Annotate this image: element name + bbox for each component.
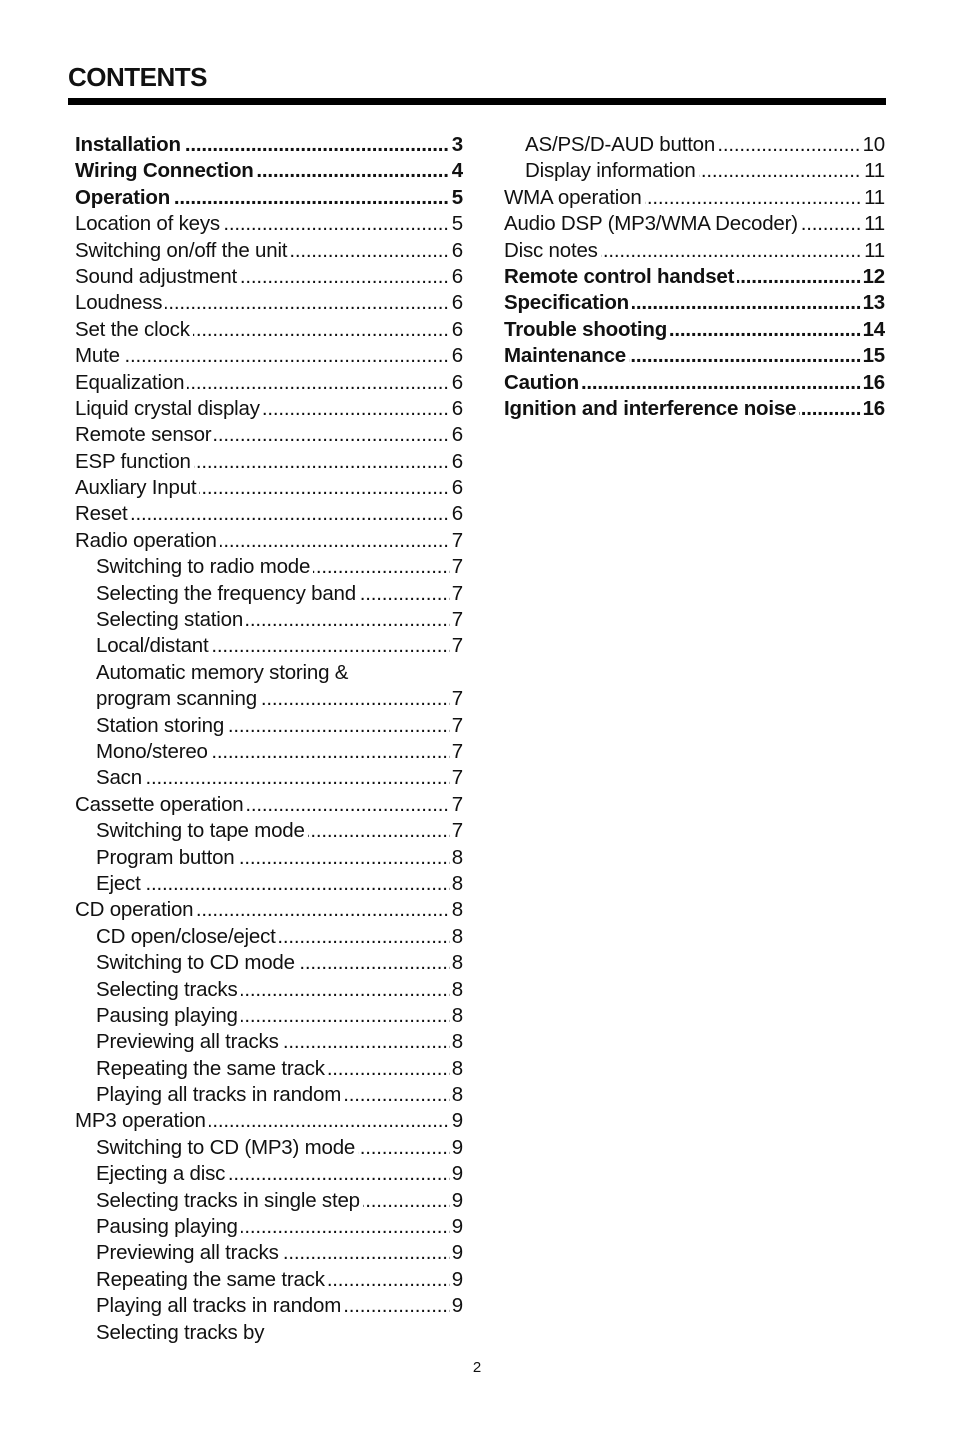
toc-entry xyxy=(75,475,463,501)
toc-entry xyxy=(504,264,885,290)
toc-entry xyxy=(75,924,463,950)
toc-entry xyxy=(504,132,885,158)
toc-entry-page: 8 xyxy=(450,845,463,871)
toc-entry xyxy=(75,950,463,976)
toc-entry-label: Repeating the same track xyxy=(96,1057,328,1080)
toc-entry xyxy=(75,739,463,765)
page-number: 2 xyxy=(472,1359,482,1376)
toc-entry-page: 6 xyxy=(450,290,463,316)
toc-entry xyxy=(75,185,463,211)
toc-entry-label: Reset xyxy=(75,502,131,525)
toc-entry-label: Local/distant xyxy=(96,634,212,657)
toc-entry-label: Selecting station xyxy=(96,608,246,631)
toc-entry xyxy=(504,370,885,396)
toc-entry-label: Repeating the same track xyxy=(96,1268,328,1291)
toc-entry-page: 8 xyxy=(450,897,463,923)
toc-entry-page: 8 xyxy=(450,977,463,1003)
toc-entry-label: Radio operation xyxy=(75,529,220,552)
toc-entry-label: Equalization xyxy=(75,371,187,394)
toc-entry xyxy=(75,501,463,527)
toc-entry-page: 7 xyxy=(450,528,463,554)
toc-entry xyxy=(504,396,885,422)
toc-entry xyxy=(504,238,885,264)
toc-entry-page: 14 xyxy=(861,317,885,343)
toc-entry-label: Previewing all tracks xyxy=(96,1241,282,1264)
toc-entry-page: 7 xyxy=(450,713,463,739)
dot-leader xyxy=(75,501,463,527)
toc-entry-label: Program button xyxy=(96,846,238,869)
toc-entry xyxy=(75,264,463,290)
toc-entry-page: 8 xyxy=(450,1003,463,1029)
toc-entry xyxy=(75,1056,463,1082)
toc-entry-label: program scanning xyxy=(96,687,260,710)
toc-entry-label: Switching to CD mode xyxy=(96,951,298,974)
toc-entry xyxy=(75,1214,463,1240)
toc-entry xyxy=(75,977,463,1003)
toc-entry-label: CD open/close/eject xyxy=(96,925,279,948)
toc-entry-page: 5 xyxy=(450,185,463,211)
toc-entry xyxy=(75,317,463,343)
dot-leader xyxy=(96,871,463,897)
toc-entry xyxy=(75,1161,463,1187)
toc-entry xyxy=(75,1082,463,1108)
toc-entry xyxy=(504,343,885,369)
title-rule xyxy=(68,98,886,105)
toc-entry xyxy=(75,1188,463,1214)
toc-entry-page: 6 xyxy=(450,475,463,501)
toc-entry xyxy=(75,818,463,844)
toc-entry-label: Auxliary Input xyxy=(75,476,199,499)
toc-entry-label: Selecting the frequency band xyxy=(96,582,359,605)
toc-entry-page: 5 xyxy=(450,211,463,237)
toc-entry-page: 9 xyxy=(450,1214,463,1240)
toc-entry-label: Playing all tracks in random xyxy=(96,1294,344,1317)
toc-entry-page: 9 xyxy=(450,1188,463,1214)
toc-entry xyxy=(504,317,885,343)
toc-entry-label: Previewing all tracks xyxy=(96,1030,282,1053)
toc-entry-label: Sacn xyxy=(96,766,145,789)
toc-entry xyxy=(75,1029,463,1055)
toc-entry-page: 8 xyxy=(450,924,463,950)
toc-entry-label: Mute xyxy=(75,344,123,367)
toc-entry xyxy=(504,185,885,211)
toc-entry-label: Specification xyxy=(504,291,632,314)
toc-entry xyxy=(75,871,463,897)
toc-entry-label: Installation xyxy=(75,133,184,156)
toc-entry xyxy=(75,897,463,923)
toc-entry-label: Cassette operation xyxy=(75,793,246,816)
toc-entry xyxy=(504,158,885,184)
toc-entry-page: 7 xyxy=(450,554,463,580)
toc-right-column xyxy=(504,132,885,422)
dot-leader xyxy=(75,343,463,369)
toc-entry-page: 6 xyxy=(450,449,463,475)
toc-entry-page: 11 xyxy=(862,211,885,237)
toc-entry-page: 6 xyxy=(450,422,463,448)
toc-entry-label: WMA operation xyxy=(504,186,645,209)
toc-entry xyxy=(75,1135,463,1161)
toc-entry xyxy=(75,1240,463,1266)
toc-entry xyxy=(75,1320,463,1346)
toc-entry-page: 9 xyxy=(450,1267,463,1293)
toc-entry-label: Caution xyxy=(504,371,582,394)
toc-entry-page: 11 xyxy=(862,185,885,211)
toc-entry-label: Set the clock xyxy=(75,318,193,341)
toc-entry-label: Switching to tape mode xyxy=(96,819,308,842)
toc-entry-page: 3 xyxy=(450,132,463,158)
toc-entry xyxy=(75,343,463,369)
toc-entry-label: Operation xyxy=(75,186,173,209)
toc-entry-label: Ejecting a disc xyxy=(96,1162,228,1185)
dot-leader xyxy=(96,765,463,791)
toc-entry-label: Ignition and interference noise xyxy=(504,397,799,420)
toc-entry-label: Selecting tracks in single step xyxy=(96,1189,363,1212)
toc-left-column xyxy=(75,132,463,1346)
toc-entry-label: Display information xyxy=(525,159,699,182)
toc-entry-label: Sound adjustment xyxy=(75,265,240,288)
toc-entry xyxy=(75,607,463,633)
toc-entry-label: Location of keys xyxy=(75,212,223,235)
toc-entry-label: Remote control handset xyxy=(504,265,737,288)
toc-entry-page: 6 xyxy=(450,343,463,369)
toc-entry-page: 9 xyxy=(450,1135,463,1161)
toc-entry-label: Mono/stereo xyxy=(96,740,211,763)
toc-entry-label: Switching on/off the unit xyxy=(75,239,290,262)
toc-entry-page: 9 xyxy=(450,1161,463,1187)
toc-entry-page: 7 xyxy=(450,765,463,791)
toc-entry xyxy=(75,528,463,554)
toc-entry xyxy=(504,211,885,237)
toc-entry-page: 6 xyxy=(450,238,463,264)
toc-entry-page: 7 xyxy=(450,607,463,633)
toc-entry-page: 16 xyxy=(861,396,885,422)
toc-entry xyxy=(75,1293,463,1319)
toc-entry-page: 8 xyxy=(450,950,463,976)
toc-entry xyxy=(75,158,463,184)
toc-entry-label: Audio DSP (MP3/WMA Decoder) xyxy=(504,212,801,235)
toc-entry-page: 7 xyxy=(450,581,463,607)
toc-entry-label: Maintenance xyxy=(504,344,629,367)
toc-entry-page: 4 xyxy=(450,158,463,184)
toc-entry-page: 9 xyxy=(450,1108,463,1134)
toc-entry xyxy=(75,290,463,316)
toc-entry-page: 7 xyxy=(450,792,463,818)
toc-entry-page: 6 xyxy=(450,317,463,343)
toc-entry-page: 13 xyxy=(861,290,885,316)
toc-entry-label: Playing all tracks in random xyxy=(96,1083,344,1106)
toc-entry-page: 16 xyxy=(861,370,885,396)
toc-entry-page: 11 xyxy=(862,238,885,264)
toc-entry xyxy=(75,1267,463,1293)
toc-entry-page: 7 xyxy=(450,818,463,844)
toc-entry-label: Station storing xyxy=(96,714,227,737)
toc-entry-page: 12 xyxy=(861,264,885,290)
toc-entry-page: 7 xyxy=(450,633,463,659)
toc-entry-page: 6 xyxy=(450,396,463,422)
toc-entry-page: 9 xyxy=(450,1293,463,1319)
toc-entry xyxy=(75,633,463,659)
page-title: CONTENTS xyxy=(68,62,207,92)
toc-entry xyxy=(75,422,463,448)
toc-entry-page: 8 xyxy=(450,1082,463,1108)
toc-entry xyxy=(75,1108,463,1134)
toc-entry xyxy=(75,554,463,580)
toc-entry-label: Switching to CD (MP3) mode xyxy=(96,1136,358,1159)
toc-entry-page: 8 xyxy=(450,871,463,897)
toc-entry-page: 6 xyxy=(450,264,463,290)
toc-entry-label: Selecting tracks xyxy=(96,978,241,1001)
toc-entry xyxy=(75,845,463,871)
toc-entry xyxy=(504,290,885,316)
toc-entry-label: Wiring Connection xyxy=(75,159,257,182)
toc-entry xyxy=(75,792,463,818)
toc-entry-label: Switching to radio mode xyxy=(96,555,313,578)
toc-entry xyxy=(75,370,463,396)
toc-entry-label: Pausing playing xyxy=(96,1215,241,1238)
toc-entry-page: 6 xyxy=(450,501,463,527)
toc-entry xyxy=(75,238,463,264)
toc-entry-page: 9 xyxy=(450,1240,463,1266)
toc-entry-page: 6 xyxy=(450,370,463,396)
toc-entry-label: CD operation xyxy=(75,898,196,921)
toc-entry xyxy=(75,396,463,422)
toc-entry xyxy=(75,686,463,712)
toc-entry-page: 11 xyxy=(862,158,885,184)
toc-entry xyxy=(75,132,463,158)
toc-entry-label: MP3 operation xyxy=(75,1109,209,1132)
toc-entry-label: Liquid crystal display xyxy=(75,397,263,420)
toc-entry-page: 10 xyxy=(861,132,885,158)
toc-entry-label: Trouble shooting xyxy=(504,318,670,341)
toc-entry xyxy=(75,765,463,791)
toc-entry-label: Selecting tracks by xyxy=(96,1321,267,1344)
toc-entry xyxy=(75,660,463,686)
toc-entry-label: Pausing playing xyxy=(96,1004,241,1027)
toc-entry-label: Eject xyxy=(96,872,144,895)
toc-entry xyxy=(75,713,463,739)
toc-entry-label: ESP function xyxy=(75,450,194,473)
toc-entry-page: 8 xyxy=(450,1056,463,1082)
toc-entry-label: Disc notes xyxy=(504,239,601,262)
toc-entry xyxy=(75,449,463,475)
toc-entry xyxy=(75,581,463,607)
toc-entry-page: 7 xyxy=(450,686,463,712)
toc-entry-label: AS/PS/D-AUD button xyxy=(525,133,718,156)
toc-entry-label: Remote sensor xyxy=(75,423,214,446)
toc-entry-page: 8 xyxy=(450,1029,463,1055)
toc-entry-page: 7 xyxy=(450,739,463,765)
toc-entry xyxy=(75,211,463,237)
toc-entry-label: Loudness xyxy=(75,291,165,314)
toc-entry xyxy=(75,1003,463,1029)
toc-entry-label: Automatic memory storing & xyxy=(96,661,351,684)
toc-entry-page: 15 xyxy=(861,343,885,369)
